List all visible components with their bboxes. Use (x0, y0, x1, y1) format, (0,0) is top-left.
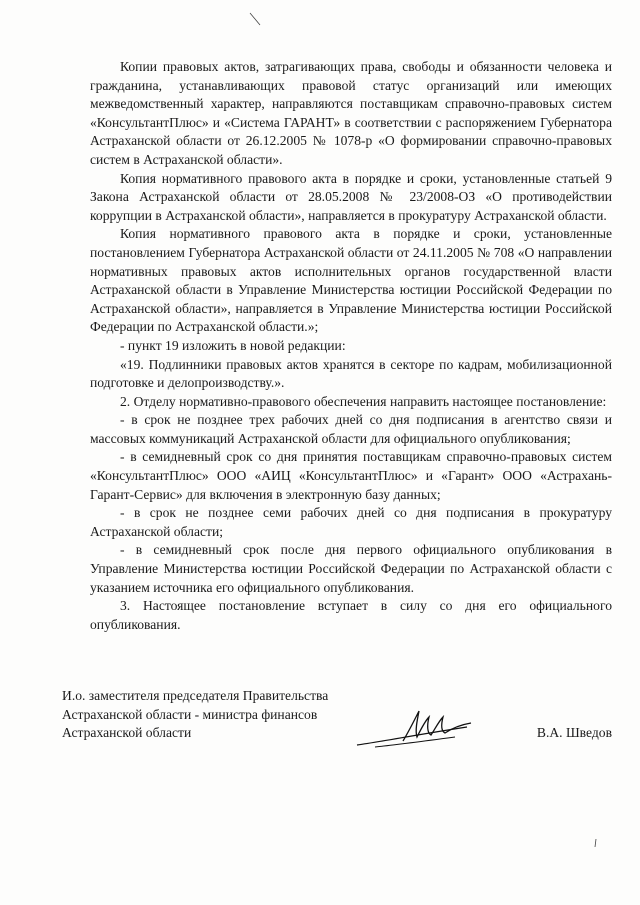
paragraph: 2. Отделу нормативно-правового обеспечения направить настоящее постановление: (120, 393, 607, 409)
paragraph: - пункт 19 изложить в новой редакции: (120, 337, 346, 353)
paragraph: - в срок не позднее семи рабочих дней со дня подписания в прокуратуру Астраханской области; (90, 505, 612, 539)
document-body (90, 58, 612, 634)
signature-block (62, 687, 622, 743)
scan-mark (248, 12, 262, 26)
paragraph: Копии правовых актов, затрагивающих права, свободы и обязанности человека и гражданина, устанавливающих правовой статус организаций или имеющих межведомственный характер, направляются поставщикам справочно-правовых систем «КонсультантПлюс» и «Система ГАРАНТ» в соответствии с распоряжением Губернатора Астраханской области от 26.12.2005 № 1078-р «О формировании справочно-правовых систем в Астраханской области». (90, 59, 612, 167)
paragraph: Копия нормативного правового акта в порядке и сроки, установленные постановлением Губернатора Астраханской области от 24.11.2005 № 708 «О направлении нормативных правовых актов исполнительных органов государственной власти Астраханской области в Управление Министерства юстиции Российской Федерации по Астраханской области», направляется в Управление Министерства юстиции Российской Федерации по Астраханской области.»; (90, 226, 612, 335)
paragraph: - в семидневный срок со дня принятия поставщикам справочно-правовых систем «КонсультантПлюс» ООО «АИЦ «КонсультантПлюс» и «Гарант» ООО «Астрахань-Гарант-Сервис» для включения в электронную базу данных; (90, 449, 612, 502)
handwritten-signature (355, 705, 475, 753)
paragraph: Копия нормативного правового акта в порядке и сроки, установленные статьей 9 Закона Астраханской области от 28.05.2008 № 23/2008-ОЗ «О противодействии коррупции в Астраханской области», направляется в прокуратуру Астраханской области. (90, 170, 612, 223)
signatory-name: В.А. Шведов (536, 725, 612, 740)
signatory-title: И.о. заместителя председателя Правительства (62, 688, 329, 703)
paragraph: - в семидневный срок после дня первого официального опубликования в Управление Министерства юстиции Российской Федерации по Астраханской области с указанием источника его официального опубликования. (90, 542, 612, 595)
signatory-title: Астраханской области - министра финансов (62, 706, 318, 722)
scan-mark (593, 838, 599, 848)
signatory-title: Астраханской области (62, 725, 192, 741)
paragraph: - в срок не позднее трех рабочих дней со дня подписания в агентство связи и массовых коммуникаций Астраханской области для официального опубликования; (90, 412, 612, 446)
paragraph: «19. Подлинники правовых актов хранятся в секторе по кадрам, мобилизационной подготовке и делопроизводству.». (90, 356, 612, 391)
paragraph: 3. Настоящее постановление вступает в силу со дня его официального опубликования. (90, 598, 612, 632)
